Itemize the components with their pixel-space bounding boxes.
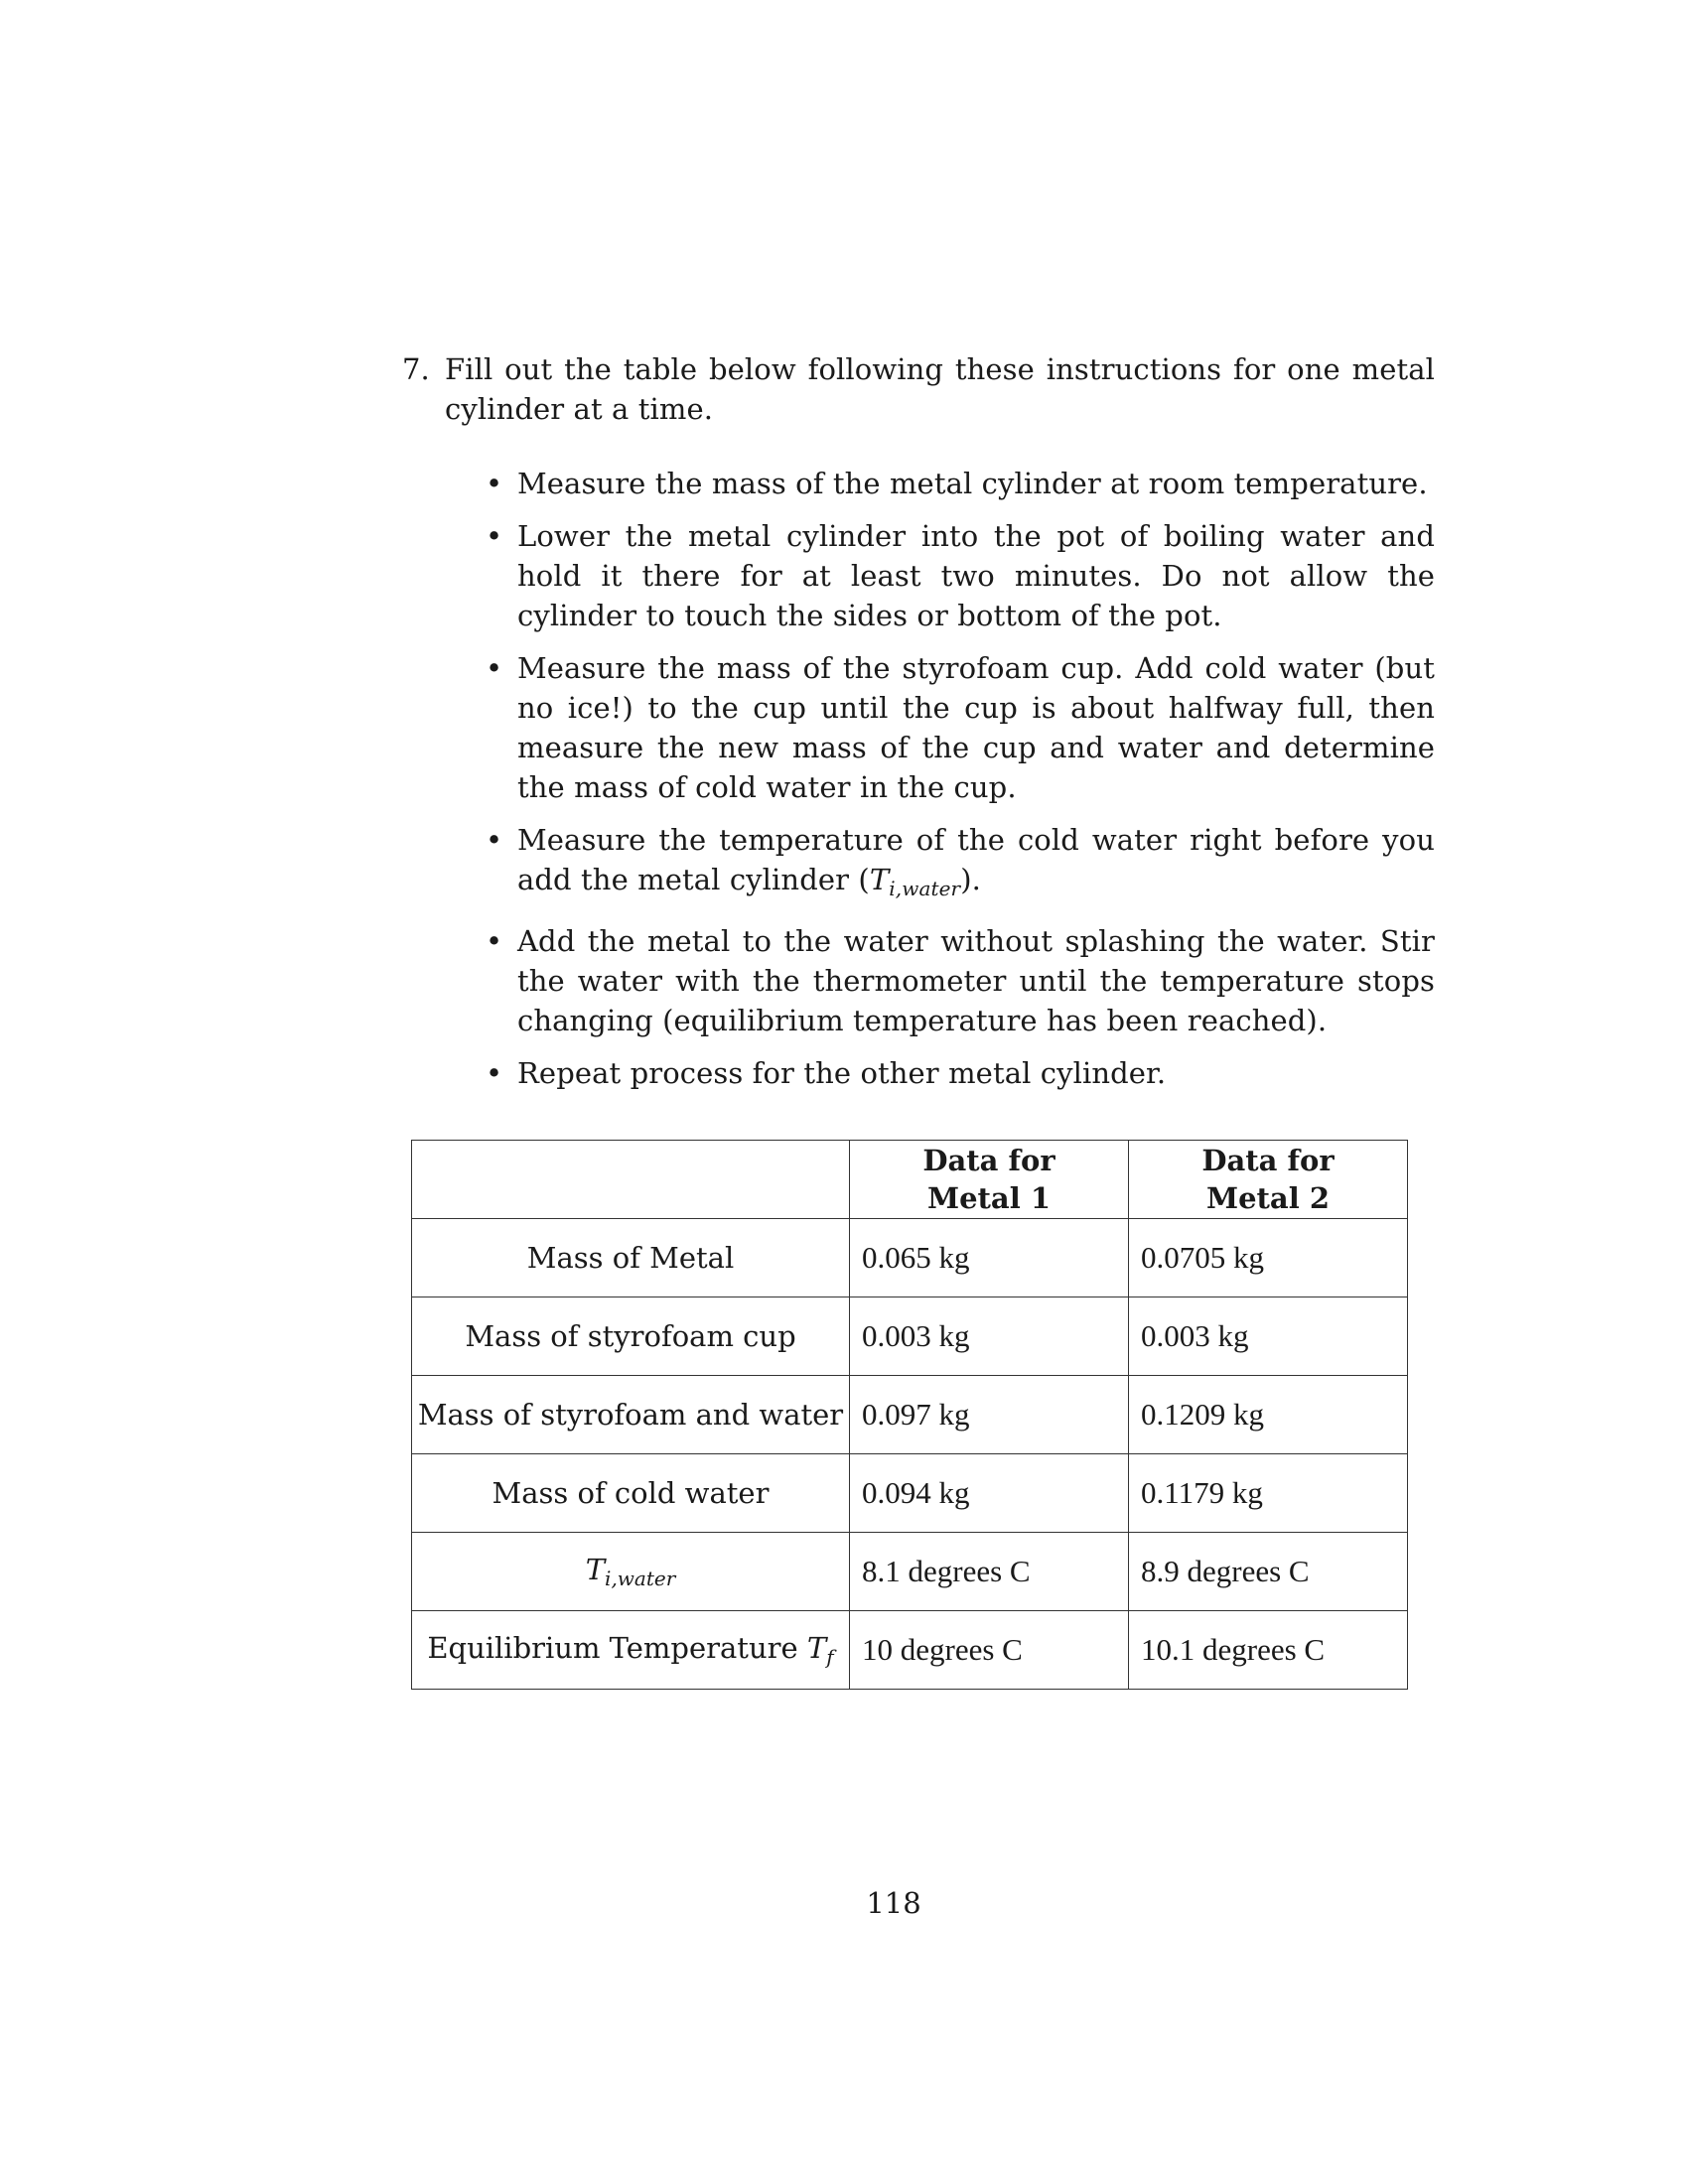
list-item [486, 921, 1435, 1040]
table-header-metal-1: Data for Metal 1 [850, 1141, 1129, 1219]
list-item-text: Add the metal to the water without splashing the water. Stir the water with the thermometer until the temperature stops changing (equilibrium temperature has been reached). [517, 924, 1435, 1037]
metal-1-value: 0.097 kg [850, 1376, 1129, 1454]
row-label: Mass of Metal [412, 1219, 850, 1297]
bullet-icon: • [486, 519, 503, 553]
row-label [412, 1533, 850, 1611]
temperature-subscript: f [826, 1645, 834, 1669]
table-row [412, 1611, 1408, 1690]
metal-2-value: 0.1179 kg [1129, 1454, 1408, 1533]
metal-1-value: 0.065 kg [850, 1219, 1129, 1297]
temperature-variable: T [869, 863, 890, 896]
temperature-subscript: i,water [889, 877, 961, 900]
metal-1-value: 10 degrees C [850, 1611, 1129, 1690]
table-row [412, 1533, 1408, 1611]
row-label: Mass of cold water [412, 1454, 850, 1533]
metal-1-value: 8.1 degrees C [850, 1533, 1129, 1611]
table-header-metal-2: Data for Metal 2 [1129, 1141, 1408, 1219]
metal-2-value: 10.1 degrees C [1129, 1611, 1408, 1690]
list-item-text-end: ). [960, 863, 981, 896]
item-number: 7. [402, 352, 430, 386]
bullet-icon: • [486, 924, 503, 958]
list-item-text: Repeat process for the other metal cylinder. [517, 1056, 1167, 1090]
item-text: Fill out the table below following these instructions for one metal cylinder at a time. [445, 352, 1435, 426]
temperature-variable: T [806, 1631, 827, 1665]
list-item [486, 648, 1435, 807]
metal-2-value: 0.0705 kg [1129, 1219, 1408, 1297]
metal-2-value: 0.003 kg [1129, 1297, 1408, 1376]
row-label: Mass of styrofoam cup [412, 1297, 850, 1376]
metal-1-value: 0.094 kg [850, 1454, 1129, 1533]
bullet-icon: • [486, 467, 503, 500]
table-row [412, 1454, 1408, 1533]
table-header-row [412, 1141, 1408, 1219]
list-item-text: Measure the temperature of the cold water right before you add the metal cylinder ( [517, 823, 1435, 896]
bullet-icon: • [486, 823, 503, 857]
list-item [486, 820, 1435, 908]
instruction-list [402, 464, 1435, 1093]
row-label: Equilibrium Temperature $T_f$ [412, 1611, 850, 1690]
temperature-variable: T [585, 1553, 606, 1586]
metal-1-value: 0.003 kg [850, 1297, 1129, 1376]
temperature-subscript: i,water [605, 1567, 676, 1590]
table-row [412, 1297, 1408, 1376]
data-table [411, 1140, 1408, 1690]
table-row [412, 1219, 1408, 1297]
list-item [486, 516, 1435, 635]
metal-2-value: 8.9 degrees C [1129, 1533, 1408, 1611]
list-item-text: Measure the mass of the styrofoam cup. Add cold water (but no ice!) to the cup until the cup is about halfway full, then measure the new mass of the cup and water and determine the mass of cold water in the cup. [517, 651, 1435, 804]
instruction-item [402, 349, 1435, 1106]
list-item [486, 1053, 1435, 1093]
table-header-empty [412, 1141, 850, 1219]
table-row [412, 1376, 1408, 1454]
list-item-text: Lower the metal cylinder into the pot of boiling water and hold it there for at least two minutes. Do not allow the cylinder to touch the sides or bottom of the pot. [517, 519, 1435, 632]
page-number: 118 [866, 1886, 921, 1920]
metal-2-value: 0.1209 kg [1129, 1376, 1408, 1454]
bullet-icon: • [486, 1056, 503, 1090]
list-item-text: Measure the mass of the metal cylinder at room temperature. [517, 467, 1428, 500]
bullet-icon: • [486, 651, 503, 685]
row-label: Mass of styrofoam and water [412, 1376, 850, 1454]
list-item [486, 464, 1435, 503]
